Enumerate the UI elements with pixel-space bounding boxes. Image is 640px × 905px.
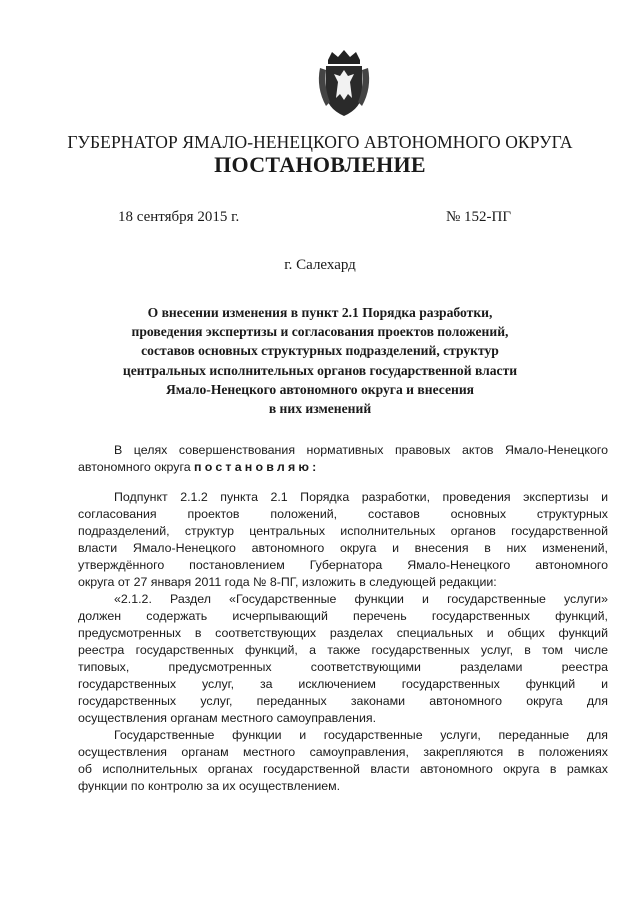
body-line: типовых, предусмотренных соответствующими разделами реестра [78,660,608,674]
body-line: реестра государственных функций, а также государственных услуг, в том числе [78,643,608,657]
title-line: центральных исполнительных органов государственной власти [122,362,518,378]
resolve-word: постановляю: [194,460,320,474]
issuing-authority: ГУБЕРНАТОР ЯМАЛО-НЕНЕЦКОГО АВТОНОМНОГО ОКРУГА [67,132,573,152]
body-line: государственных услуг, за исключением государственных функций и [78,677,608,691]
body-line: округа от 27 января 2011 года № 8-ПГ, изложить в следующей редакции: [78,575,497,589]
document-city: г. Салехард [284,257,356,273]
body-line: осуществления органам местного самоуправления. [78,711,377,725]
main-text [78,489,608,795]
body-line [78,459,608,476]
body-line: согласования проектов положений, составов основных структурных [78,507,608,521]
document-number: № 152-ПГ [446,209,512,225]
body-line: должен содержать исчерпывающий перечень государственных функций, [78,609,608,623]
document-date: 18 сентября 2015 г. [118,209,240,225]
body-line: подразделений, структур центральных исполнительных органов государственной [78,524,608,538]
title-line: составов основных структурных подразделений, структур [141,343,499,359]
body-line: Государственные функции и государственные услуги, переданные для [114,728,608,742]
body-line: Подпункт 2.1.2 пункта 2.1 Порядка разработки, проведения экспертизы и [114,490,608,504]
body-line: осуществления органам местного самоуправления, закрепляются в положениях [78,745,608,759]
body-line: «2.1.2. Раздел «Государственные функции и государственные услуги» [114,592,608,606]
body-line: об исполнительных органах государственной власти автономного округа в рамках [78,762,608,776]
body-line: предусмотренных в соответствующих разделах специальных и общих функций [78,626,608,640]
body-line: утверждённого постановлением Губернатора Ямало-Ненецкого автономного [78,558,608,572]
title-line: в них изменений [268,401,372,417]
coat-of-arms-emblem [316,48,372,120]
intro-text: автономного округа [78,460,195,474]
body-line: В целях совершенствования нормативных правовых актов Ямало-Ненецкого [114,443,608,457]
body-line: функции по контролю за их осуществлением. [78,779,341,793]
intro-paragraph [78,442,608,476]
document-type: ПОСТАНОВЛЕНИЕ [214,152,426,177]
title-line: проведения экспертизы и согласования проектов положений, [131,324,509,340]
title-line: О внесении изменения в пункт 2.1 Порядка разработки, [147,305,493,320]
title-line: Ямало-Ненецкого автономного округа и внесения [165,381,475,397]
document-title [80,303,560,418]
body-line: государственных услуг, переданных законами автономного округа для [78,694,608,708]
body-line: власти Ямало-Ненецкого автономного округа и внесения в них изменений, [78,541,608,555]
